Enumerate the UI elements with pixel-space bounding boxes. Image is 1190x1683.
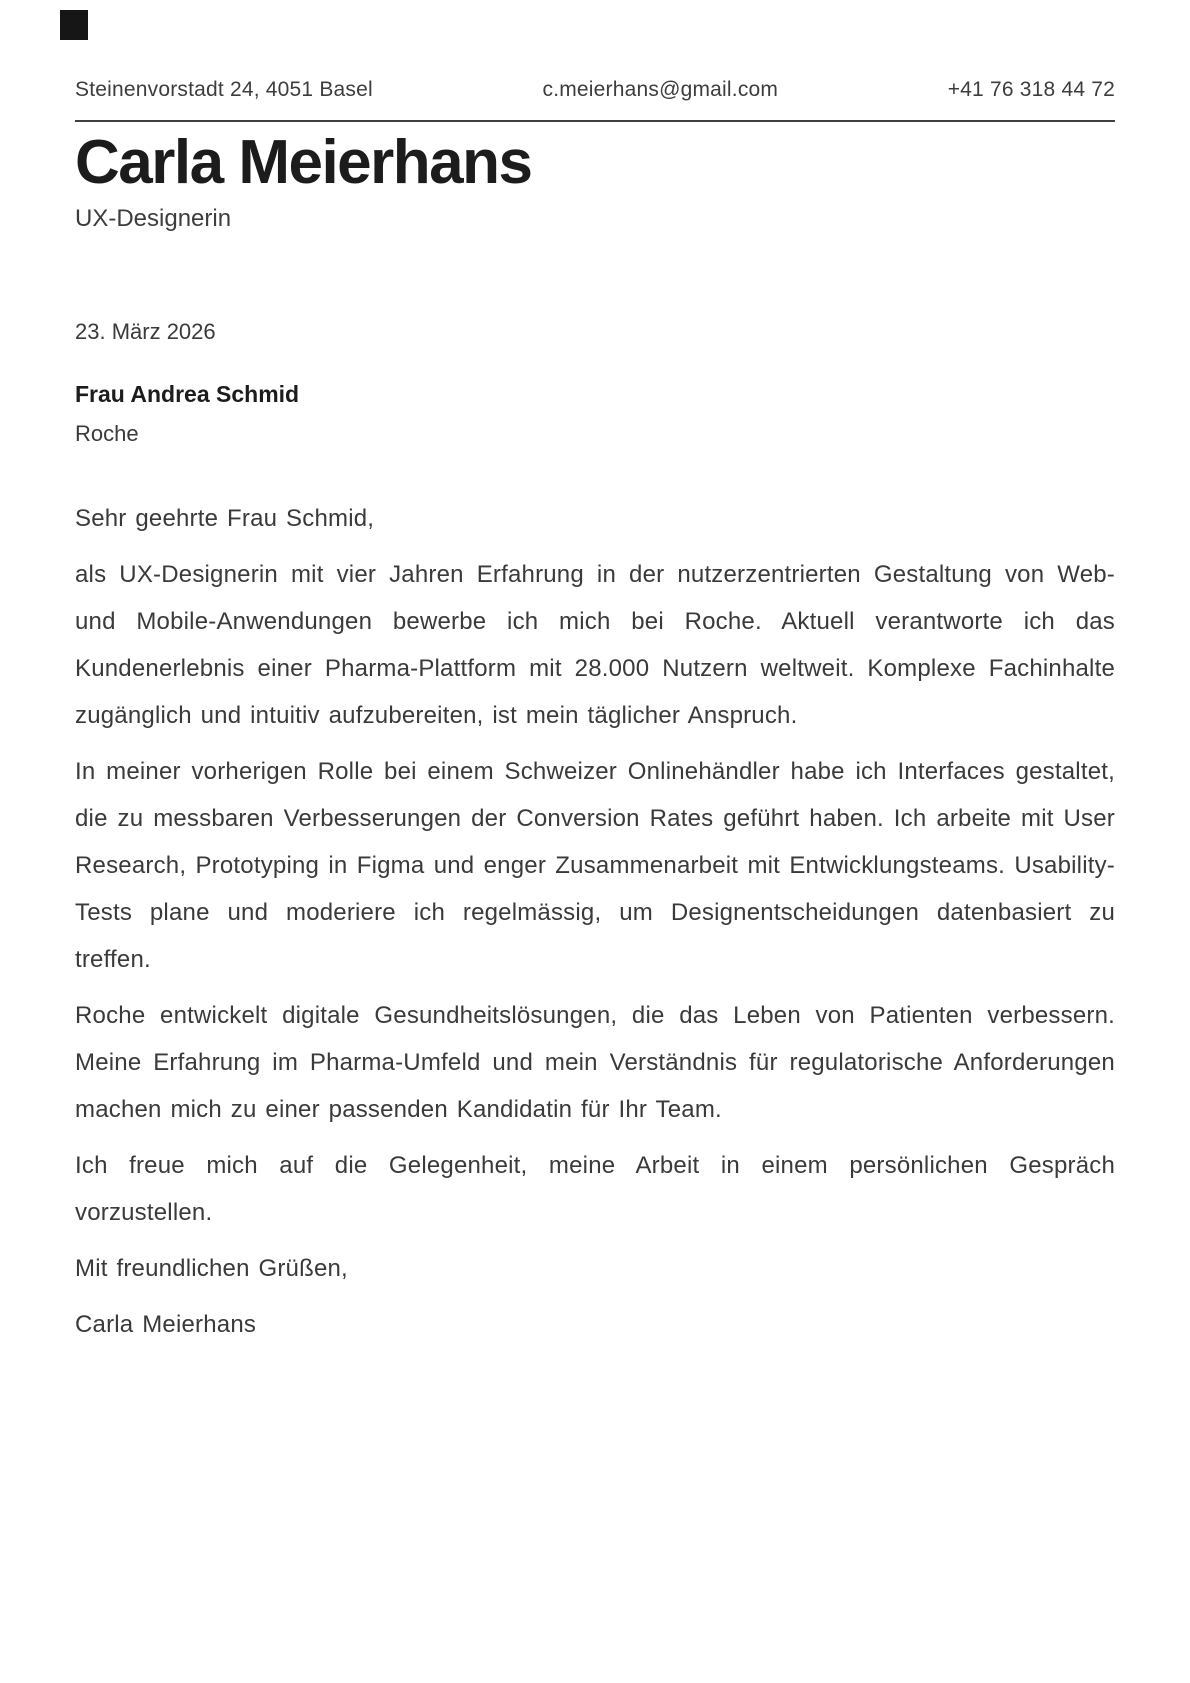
job-title: UX-Designerin — [75, 205, 232, 233]
letter-paragraph: In meiner vorherigen Rolle bei einem Schweizer Onlinehändler habe ich Interfaces gestaltet, die zu messbaren Verbesserungen der Conversion Rates geführt haben. Ich arbeite mit User Research, Prototyping in Figma und enger Zusammenarbeit mit Entwicklungsteams. Usability-Tests plane und moderiere ich regelmässig, um Designentscheidungen datenbasiert zu treffen. — [75, 758, 1115, 974]
contact-address: Steinenvorstadt 24, 4051 Basel — [75, 78, 373, 101]
paragraph-list — [75, 551, 1115, 1236]
letter-paragraph: Roche entwickelt digitale Gesundheitslösungen, die das Leben von Patienten verbessern. Meine Erfahrung im Pharma-Umfeld und mein Verständnis für regulatorische Anforderungen machen mich zu einer passenden Kandidatin für Ihr Team. — [75, 1002, 1115, 1124]
page-title-name: Carla Meierhans — [75, 128, 532, 197]
logo-square — [60, 10, 88, 40]
signature-name: Carla Meierhans — [75, 1311, 257, 1339]
header-divider — [75, 120, 1115, 122]
letter-date: 23. März 2026 — [75, 319, 216, 345]
salutation: Sehr geehrte Frau Schmid, — [75, 505, 375, 533]
contact-phone: +41 76 318 44 72 — [947, 78, 1115, 101]
contact-header — [75, 78, 1115, 102]
letter-paragraph: als UX-Designerin mit vier Jahren Erfahrung in der nutzerzentrierten Gestaltung von Web- und Mobile-Anwendungen bewerbe ich mich bei Roche. Aktuell verantworte ich das Kundenerlebnis einer Pharma-Plattform mit 28.000 Nutzern weltweit. Komplexe Fachinhalte zugänglich und intuitiv aufzubereiten, ist mein täglicher Anspruch. — [75, 561, 1115, 730]
contact-email: c.meierhans@gmail.com — [542, 78, 779, 101]
recipient-company: Roche — [75, 421, 139, 447]
letter-content — [0, 78, 1190, 1348]
closing-line: Mit freundlichen Grüßen, — [75, 1255, 348, 1283]
recipient-name: Frau Andrea Schmid — [75, 381, 300, 408]
letter-body — [75, 495, 1115, 1348]
letter-paragraph: Ich freue mich auf die Gelegenheit, meine Arbeit in einem persönlichen Gespräch vorzustellen. — [75, 1152, 1115, 1227]
